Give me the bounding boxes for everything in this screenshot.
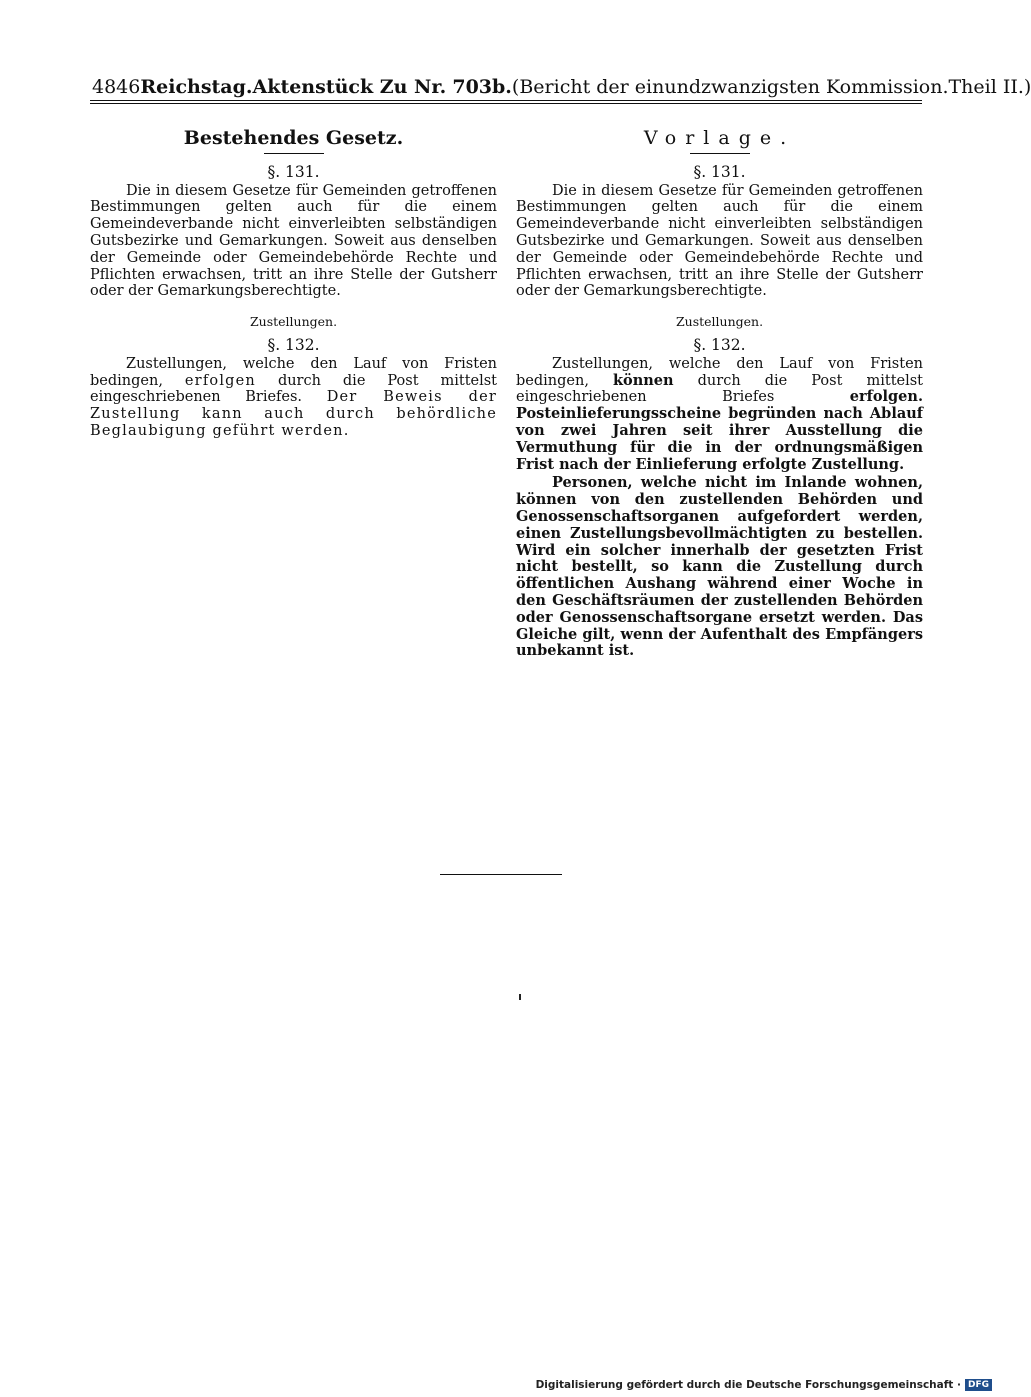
paragraph-132-heading: §. 132. xyxy=(693,335,746,354)
paragraph-132-text xyxy=(90,356,497,440)
section-subheading: Zustellungen. xyxy=(249,314,338,330)
parliament-name: Reichstag. xyxy=(140,76,253,98)
akten-prefix: Aktenstück Zu Nr. xyxy=(252,76,447,98)
digitization-footer xyxy=(536,1379,992,1391)
left-column xyxy=(90,122,497,440)
spaced-text-segment: erfolgen xyxy=(184,372,256,389)
section-subheading: Zustellungen. xyxy=(675,314,764,330)
akten-number: 703b. xyxy=(452,76,512,98)
header-rule xyxy=(90,100,922,104)
paragraph-131-heading: §. 131. xyxy=(267,162,320,181)
report-title: (Bericht der einundzwanzigsten Kommission. xyxy=(511,76,949,98)
print-speck xyxy=(519,994,521,1000)
paragraph-132-addition xyxy=(516,475,923,660)
text-segment: durch die Post mittelst eingeschriebenen Briefes xyxy=(516,372,924,406)
part-label: Theil II.) xyxy=(948,76,1031,98)
dfg-logo-icon: DFG xyxy=(965,1379,992,1391)
text-segment: durch die Post mittelst eingeschriebenen Briefes. xyxy=(90,372,498,406)
right-column-title: Vorlage. xyxy=(643,127,796,149)
paragraph-132-text xyxy=(516,356,923,474)
paragraph-131-text: Die in diesem Gesetze für Gemeinden getroffenen Bestimmungen gelten auch für die einem Gemeindeverbande nicht einverleibten selbständigen Gutsbezirke und Gemarkungen. Soweit aus denselben der Gemeinde oder Gemeindebehörde Rechte und Pflichten erwachsen, tritt an ihre Stelle der Gutsherr oder der Gemarkungsberechtigte. xyxy=(516,182,923,300)
bold-text-segment: Personen, welche nicht im Inlande wohnen, können von den zustellenden Behörden und Genossenschaftsorganen aufgefordert werden, einen Zustellungsbevollmächtigten zu bestellen. Wird ein solcher innerhalb der gesetzten Frist nicht bestellt, so kann die Zustellung durch öffentlichen Aushang während einer Woche in den Geschäftsräumen der zustellenden Behörden oder Genossenschaftsorgane ersetzt werden. Das Gleiche gilt, wenn der Aufenthalt des Empfängers unbekannt ist. xyxy=(516,474,923,660)
bold-text-segment: erfolgen. Posteinlieferungsscheine begründen nach Ablauf von zwei Jahren seit ihrer Ausstellung die Vermuthung für die in der ordnungsmäßigen Frist nach der Einlieferung erfolgte Zustellung. xyxy=(516,388,923,473)
akten-reference xyxy=(253,76,512,98)
footer-text: Digitalisierung gefördert durch die Deutsche Forschungsgemeinschaft · xyxy=(535,1379,961,1391)
paragraph-131-heading: §. 131. xyxy=(693,162,746,181)
right-column xyxy=(516,122,923,660)
left-column-title: Bestehendes Gesetz. xyxy=(183,127,404,149)
paragraph-132-heading: §. 132. xyxy=(267,335,320,354)
paragraph-131-text: Die in diesem Gesetze für Gemeinden getroffenen Bestimmungen gelten auch für die einem Gemeindeverbande nicht einverleibten selbständigen Gutsbezirke und Gemarkungen. Soweit aus denselben der Gemeinde oder Gemeindebehörde Rechte und Pflichten erwachsen, tritt an ihre Stelle der Gutsherr oder der Gemarkungsberechtigte. xyxy=(90,182,497,300)
text-segment: Zustellungen, welche den Lauf von Fristen bedingen, xyxy=(90,355,497,389)
bold-text-segment: können xyxy=(613,371,674,389)
title-rule xyxy=(264,153,324,154)
page-header xyxy=(92,76,1031,98)
page-number: 4846 xyxy=(92,76,141,98)
spaced-text-segment: Der Beweis der Zustellung kann auch durch behördliche Beglaubigung geführt werden. xyxy=(90,389,498,439)
title-rule xyxy=(690,153,750,154)
text-segment: Zustellungen, welche den Lauf von Fristen bedingen, xyxy=(516,355,923,389)
end-divider xyxy=(440,874,562,875)
